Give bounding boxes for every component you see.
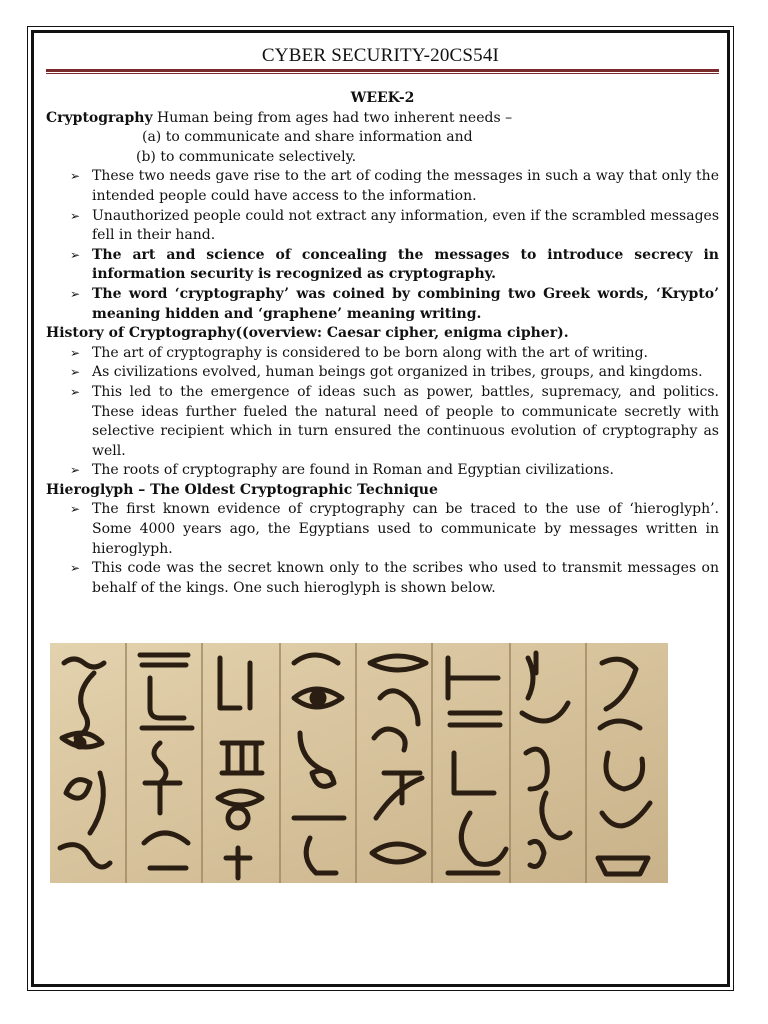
need-a: (a) to communicate and share information and bbox=[142, 129, 473, 146]
arrow-bullet-icon: ➢ bbox=[70, 463, 81, 478]
list-item: ➢ Unauthorized people could not extract any information, even if the scrambled messages fell in their hand. bbox=[70, 207, 720, 244]
list-item: ➢ This led to the emergence of ideas such as power, battles, supremacy, and politics. These ideas further fueled the natural need of people to communicate secretly with selective recipient which in turn ensured the continuous evolution of cryptography as well. bbox=[70, 383, 719, 459]
history-title: History of Cryptography((overview: Caesar cipher, enigma cipher). bbox=[46, 325, 569, 342]
arrow-bullet-icon: ➢ bbox=[70, 561, 81, 576]
list-item: ➢ The word ‘cryptography’ was coined by combining two Greek words, ‘Krypto’ meaning hidden and ‘graphene’ meaning writing. bbox=[70, 285, 719, 322]
list-item: ➢ The roots of cryptography are found in Roman and Egyptian civilizations. bbox=[46, 461, 719, 481]
arrow-bullet-icon: ➢ bbox=[70, 502, 81, 517]
intro-line bbox=[46, 109, 719, 129]
week-heading: WEEK-2 bbox=[350, 90, 415, 106]
document-page bbox=[31, 30, 730, 987]
header-rule bbox=[46, 69, 719, 74]
list-item: ➢ The art of cryptography is considered to be born along with the art of writing. bbox=[46, 344, 719, 364]
list-item: ➢ As civilizations evolved, human beings got organized in tribes, groups, and kingdoms. bbox=[46, 363, 719, 383]
list-item: ➢ These two needs gave rise to the art of coding the messages in such a way that only the intended people could have access to the information. bbox=[70, 168, 719, 204]
intro-term: Cryptography bbox=[46, 109, 153, 126]
hieroglyph-title: Hieroglyph – The Oldest Cryptographic Technique bbox=[46, 481, 438, 498]
list-item: ➢ This code was the secret known only to the scribes who used to transmit messages on behalf of the kings. One such hieroglyph is shown below. bbox=[70, 560, 719, 596]
need-b: (b) to communicate selectively. bbox=[136, 148, 357, 165]
crypto-points bbox=[46, 167, 719, 324]
arrow-bullet-icon: ➢ bbox=[70, 247, 81, 262]
page-header: CYBER SECURITY-20CS54I bbox=[261, 45, 500, 66]
hieroglyph-image bbox=[50, 643, 668, 883]
list-item: ➢ The art and science of concealing the messages to introduce secrecy in information security is recognized as cryptography. bbox=[70, 246, 719, 283]
arrow-bullet-icon: ➢ bbox=[70, 208, 81, 223]
intro-text: Human being from ages had two inherent needs – bbox=[152, 109, 513, 126]
page-content bbox=[46, 89, 719, 598]
history-points bbox=[46, 344, 719, 481]
arrow-bullet-icon: ➢ bbox=[70, 384, 81, 399]
arrow-bullet-icon: ➢ bbox=[70, 169, 81, 184]
list-item: ➢ The first known evidence of cryptography can be traced to the use of ‘hieroglyph’. Some 4000 years ago, the Egyptians used to communicate by messages written in hieroglyph. bbox=[70, 501, 719, 557]
hieroglyph-points bbox=[46, 500, 719, 598]
arrow-bullet-icon: ➢ bbox=[70, 365, 81, 380]
arrow-bullet-icon: ➢ bbox=[70, 345, 81, 360]
arrow-bullet-icon: ➢ bbox=[70, 286, 81, 301]
